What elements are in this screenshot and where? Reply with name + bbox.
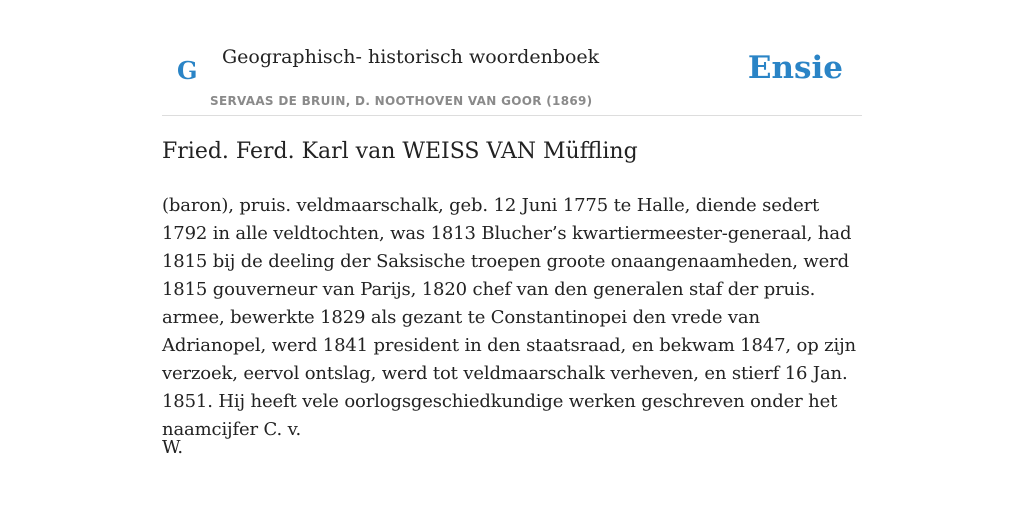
book-header xyxy=(162,40,862,116)
ensie-logo[interactable]: Ensie xyxy=(747,50,843,86)
entry-signature: W. xyxy=(162,437,184,458)
book-title[interactable]: Geographisch- historisch woordenboek xyxy=(222,46,600,68)
book-logo-icon[interactable]: G xyxy=(177,56,198,85)
book-authors: SERVAAS DE BRUIN, D. NOOTHOVEN VAN GOOR (1869) xyxy=(210,94,593,108)
entry-body: (baron), pruis. veldmaarschalk, geb. 12 Juni 1775 te Halle, diende sedert 1792 in alle veldtochten, was 1813 Blucher’s kwartiermeester-generaal, had 1815 bij de deeling der Saksische troepen groote onaangenaamheden, werd 1815 gouverneur van Parijs, 1820 chef van den generalen staf der pruis. armee, bewerkte 1829 als gezant te Constantinopei den vrede van Adrianopel, werd 1841 president in den staatsraad, en bekwam 1847, op zijn verzoek, eervol ontslag, werd tot veldmaarschalk verheven, en stierf 16 Jan. 1851. Hij heeft vele oorlogsgeschiedkundige werken geschreven onder het naamcijfer C. v. xyxy=(162,195,856,440)
entry-title: Fried. Ferd. Karl van WEISS VAN Müffling xyxy=(162,139,638,164)
